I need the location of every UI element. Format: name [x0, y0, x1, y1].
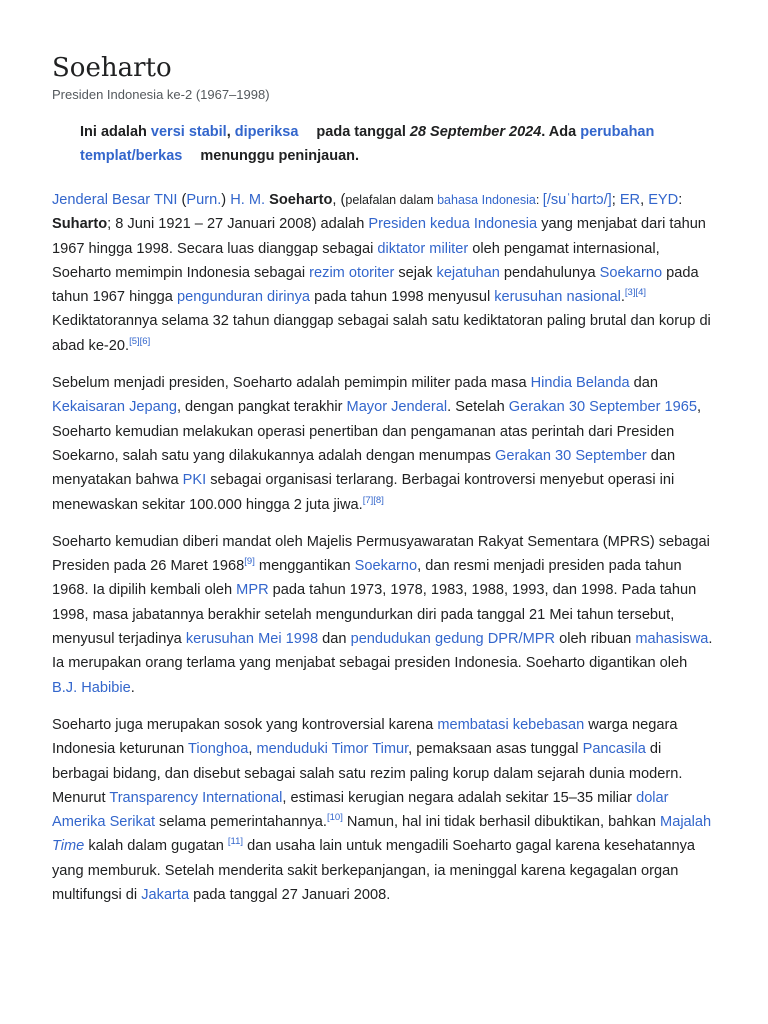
link-membatasi-kebebasan[interactable]: membatasi kebebasan [437, 716, 585, 733]
link-hm[interactable]: H. M. [230, 192, 266, 208]
paragraph-controversy: Soeharto juga merupakan sosok yang kontroversial karena membatasi kebebasan warga negara Indonesia keturunan Tionghoa, menduduki Timor Timur, pemaksaan asas tunggal Pancasila di berbagai bidang, dan disebut sebagai salah satu rezim paling korup dalam sejarah dunia modern. Menurut Transparency International, estimasi kerugian negara adalah sekitar 15–35 miliar dolar Amerika Serikat selama pemerintahannya.[10] Namun, hal ini tidak berhasil dibuktikan, bahkan Majalah Time kalah dalam gugatan [11] dan usaha lain untuk mengadili Soeharto gagal karena kesehatannya yang memburuk. Setelah menderita sakit berkepanjangan, ia meninggal karena kegagalan organ multifungsi di Jakarta pada tanggal 27 Januari 2008. [52, 716, 712, 904]
notice-prefix: Ini adalah [80, 124, 147, 140]
link-habibie[interactable]: B.J. Habibie [52, 679, 131, 696]
link-rezim-otoriter[interactable]: rezim otoriter [309, 264, 395, 281]
paragraph-intro: Jenderal Besar TNI (Purn.) H. M. Soeharto, (pelafalan dalam bahasa Indonesia: [/suˈhɑrtɔ/]; ER, EYD: Suharto; 8 Juni 1921 – 27 Januari 2008) adalah Presiden kedua Indonesia yang menjabat dari tahun 1967 hingga 1998. Secara luas dianggap sebagai diktator militer oleh pengamat internasional, Soeharto memimpin Indonesia sebagai rezim otoriter sejak kejatuhan pendahulunya Soekarno pada tahun 1967 hingga pengunduran dirinya pada tahun 1998 menyusul kerusuhan nasional.[3][4] Kediktatorannya selama 32 tahun dianggap sebagai salah satu kediktatoran paling brutal dan korup di abad ke-20.[5][6] [52, 192, 711, 354]
subject-name: Soeharto [269, 192, 333, 208]
link-kerusuhan-mei-1998[interactable]: kerusuhan Mei 1998 [185, 631, 319, 648]
page-subtitle: Presiden Indonesia ke-2 (1967–1998) [52, 87, 270, 102]
stable-version-notice: Ini adalah versi stabil, diperiksa pada tanggal 28 September 2024. Ada perubahan templat/berkas menunggu peninjauan. [80, 124, 655, 164]
link-soekarno[interactable]: Soekarno [599, 264, 663, 281]
link-pendudukan-dpr[interactable]: pendudukan gedung DPR/MPR [350, 631, 556, 648]
citation-10[interactable]: [10] [326, 812, 343, 824]
link-g30s-1965[interactable]: Gerakan 30 September 1965 [508, 399, 698, 416]
citation-11[interactable]: [11] [227, 836, 244, 848]
link-tionghoa[interactable]: Tionghoa [188, 741, 249, 758]
link-mahasiswa[interactable]: mahasiswa [635, 631, 709, 648]
link-jakarta[interactable]: Jakarta [141, 887, 190, 904]
citation-3-4[interactable]: [3][4] [624, 287, 647, 299]
paragraph-military: Sebelum menjadi presiden, Soeharto adalah pemimpin militer pada masa Hindia Belanda dan Kekaisaran Jepang, dengan pangkat terakhir Mayor Jenderal. Setelah Gerakan 30 September 1965, Soeharto kemudian melakukan operasi penertiban dan pengamanan atas perintah dari Presiden Soekarno, salah satu yang dilakukannya adalah dengan menumpas Gerakan 30 September dan menyatakan bahwa PKI sebagai organisasi terlarang. Berbagai kontroversi menyebut operasi ini menewaskan sekitar 100.000 hingga 2 juta jiwa.[7][8] [52, 375, 702, 513]
pending-changes-link[interactable]: perubahan templat/berkas [80, 124, 655, 164]
citation-9[interactable]: [9] [244, 556, 255, 568]
link-hindia-belanda[interactable]: Hindia Belanda [530, 375, 630, 392]
link-pengunduran-diri[interactable]: pengunduran dirinya [176, 289, 311, 306]
link-diktator-militer[interactable]: diktator militer [377, 240, 469, 257]
link-purn[interactable]: Purn. [186, 192, 222, 208]
link-presiden-kedua[interactable]: Presiden kedua Indonesia [368, 216, 538, 233]
page-title: Soeharto [52, 53, 172, 83]
stable-version-link[interactable]: versi stabil [150, 124, 227, 140]
checked-link[interactable]: diperiksa [234, 124, 299, 140]
link-soekarno-2[interactable]: Soekarno [354, 558, 418, 575]
link-kejatuhan[interactable]: kejatuhan [436, 264, 500, 281]
link-er[interactable]: ER [619, 192, 641, 208]
link-bahasa-indonesia[interactable]: bahasa Indonesia [437, 193, 536, 207]
link-pki[interactable]: PKI [182, 472, 207, 489]
citation-7-8[interactable]: [7][8] [362, 494, 384, 506]
citation-5-6[interactable]: [5][6] [129, 335, 151, 347]
link-majalah-time[interactable]: Majalah Time [52, 814, 712, 855]
link-g30s[interactable]: Gerakan 30 September [495, 447, 647, 464]
link-transparency-international[interactable]: Transparency International [109, 789, 283, 806]
notice-date: 28 September 2024 [409, 124, 542, 140]
link-dolar-as[interactable]: dolar Amerika Serikat [52, 789, 669, 831]
link-kerusuhan-nasional[interactable]: kerusuhan nasional [494, 289, 621, 306]
link-timor-timur[interactable]: menduduki Timor Timur [256, 741, 409, 758]
link-jenderal-besar[interactable]: Jenderal Besar TNI [52, 192, 178, 208]
link-mpr[interactable]: MPR [236, 582, 269, 599]
link-mayor-jenderal[interactable]: Mayor Jenderal [346, 399, 448, 416]
link-kekaisaran-jepang[interactable]: Kekaisaran Jepang [52, 399, 177, 416]
link-eyd[interactable]: EYD [648, 192, 679, 208]
paragraph-presidency: Soeharto kemudian diberi mandat oleh Majelis Permusyawaratan Rakyat Sementara (MPRS) sebagai Presiden pada 26 Maret 1968[9] menggantikan Soekarno, dan resmi menjadi presiden pada tahun 1968. Ia dipilih kembali oleh MPR pada tahun 1973, 1978, 1983, 1988, 1993, dan 1998. Pada tahun 1998, masa jabatannya berakhir setelah mengundurkan diri pada tanggal 21 Mei tahun tersebut, menyusul terjadinya kerusuhan Mei 1998 dan pendudukan gedung DPR/MPR oleh ribuan mahasiswa. Ia merupakan orang terlama yang menjabat sebagai presiden Indonesia. Soeharto digantikan oleh B.J. Habibie. [52, 533, 713, 696]
link-pronunciation[interactable]: [/suˈhɑrtɔ/] [542, 192, 612, 208]
link-pancasila[interactable]: Pancasila [582, 741, 646, 758]
subject-name-eyd: Suharto [52, 216, 108, 233]
